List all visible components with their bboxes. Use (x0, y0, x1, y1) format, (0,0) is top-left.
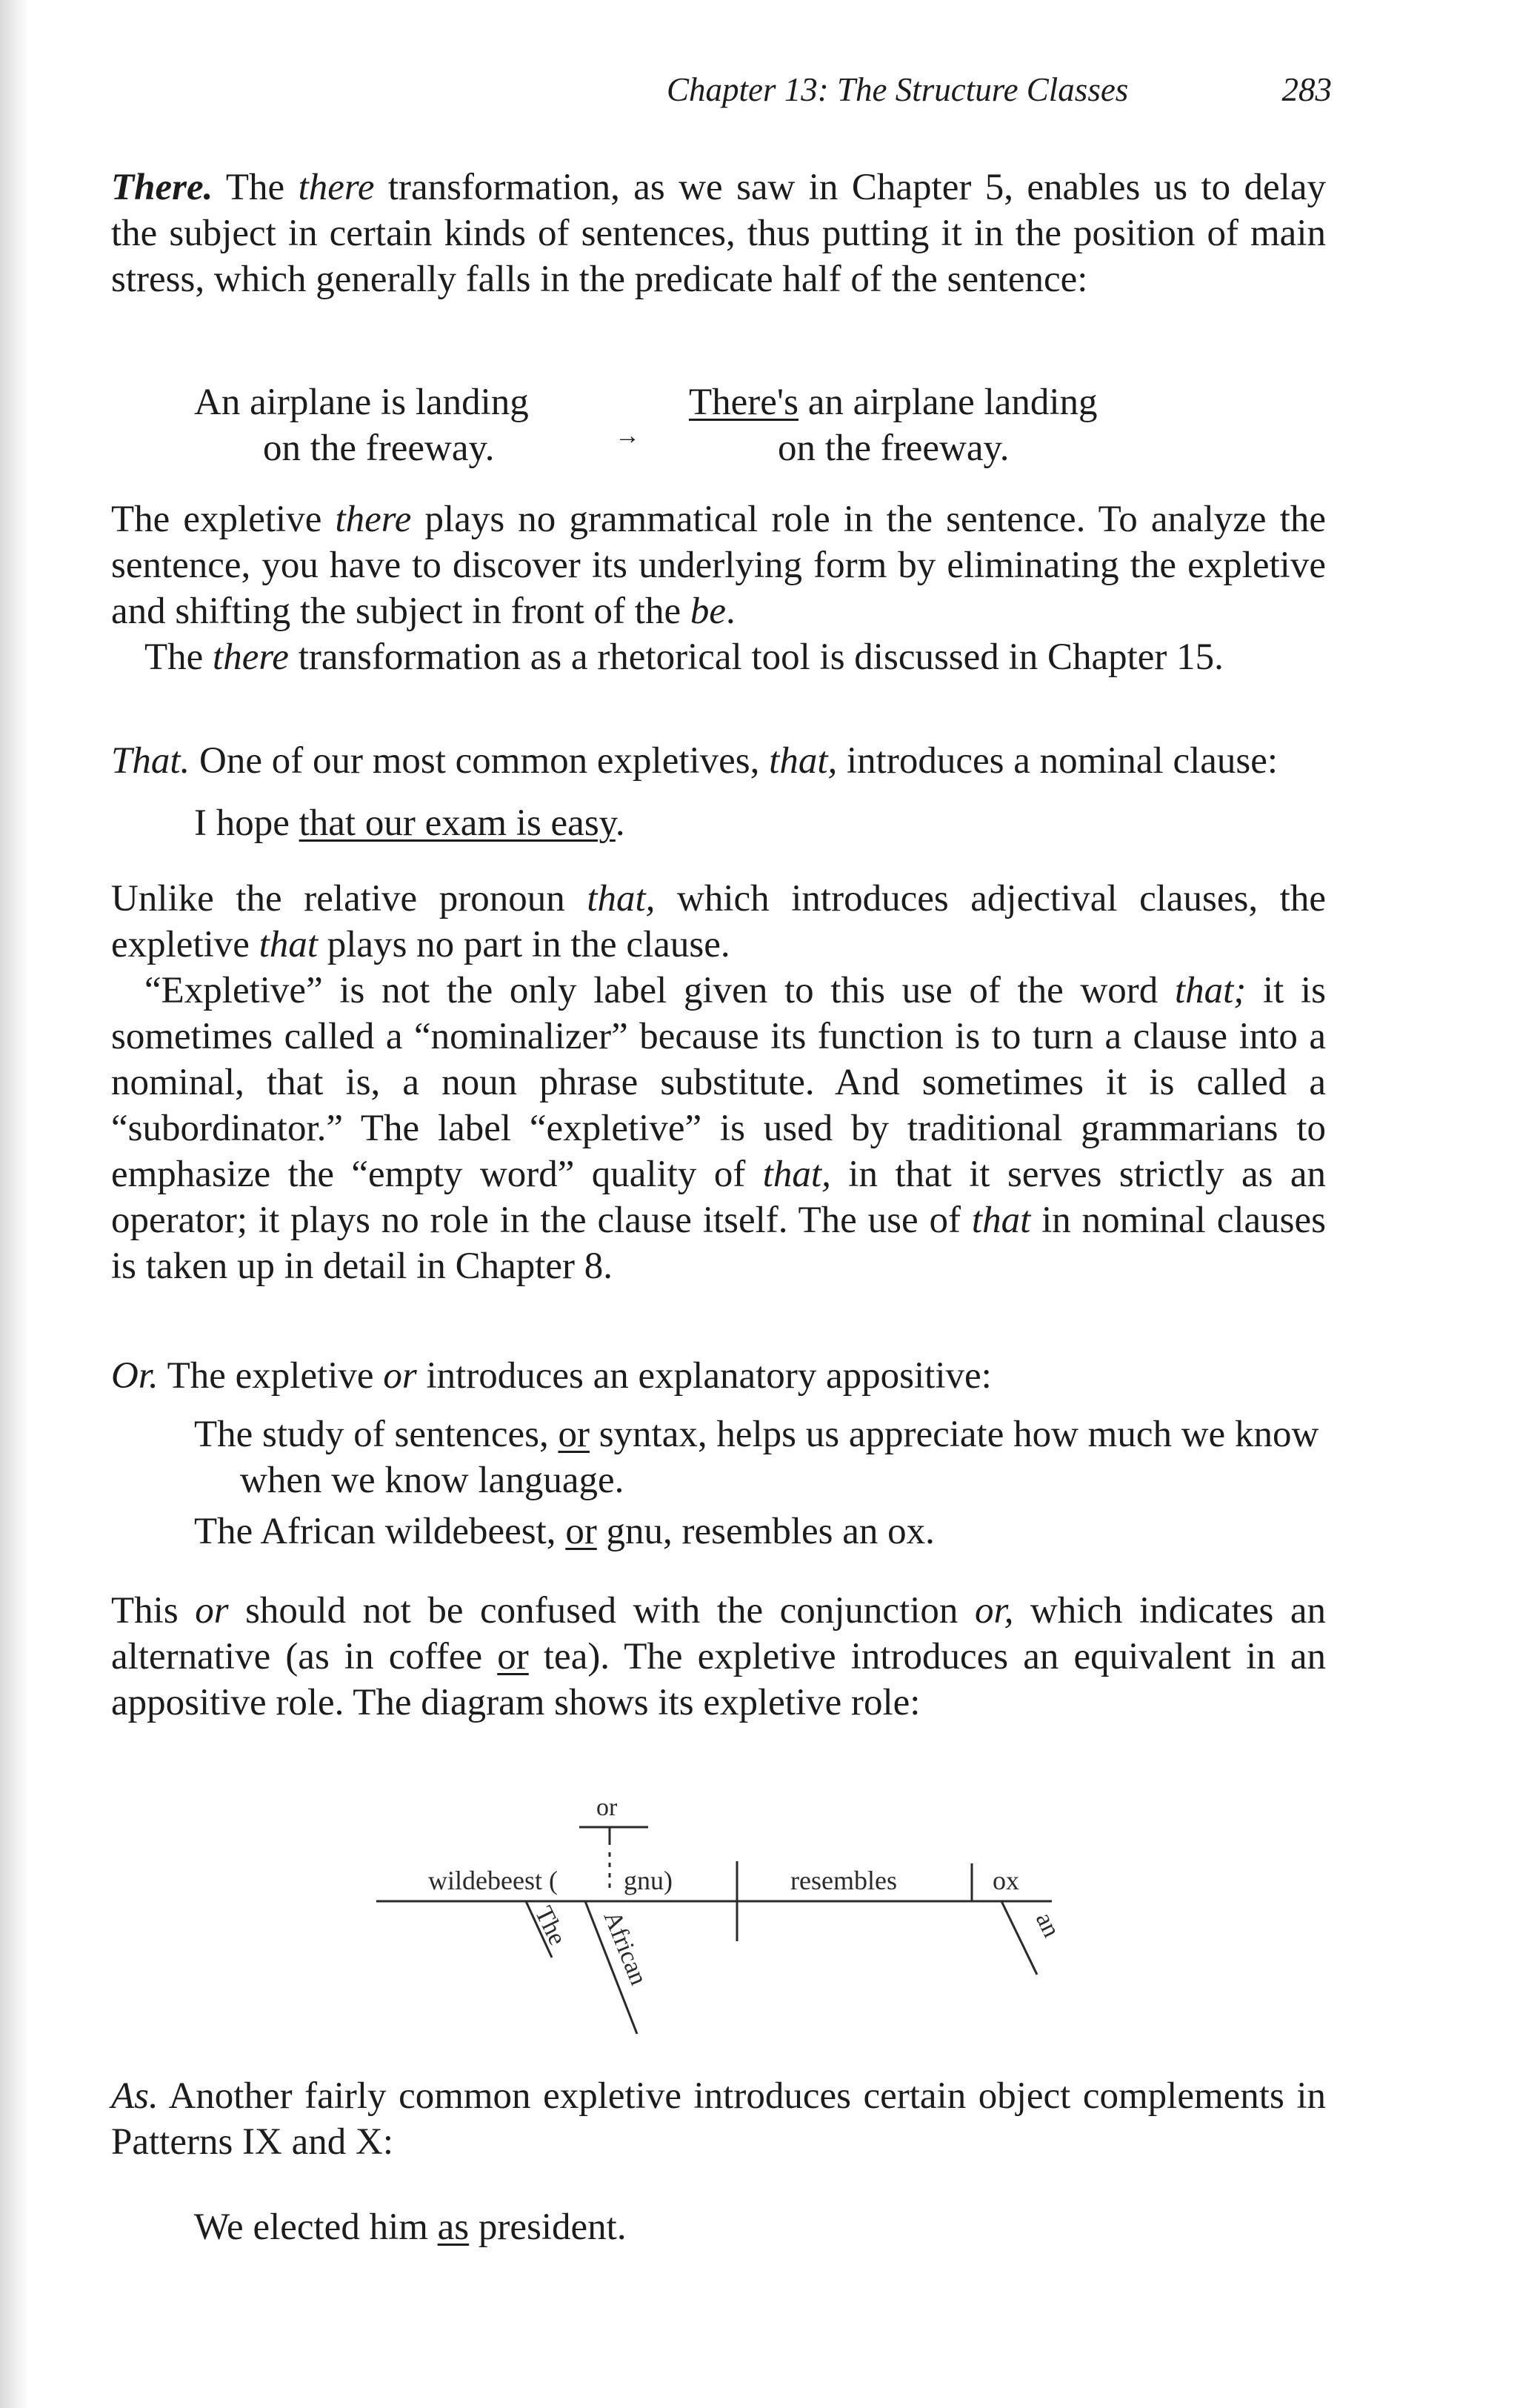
diagram-an-slant (1001, 1901, 1037, 1975)
or-paragraph-1: Or. The expletive or introduces an explanatory appositive: (111, 1355, 992, 1397)
there-example-left-1: An airplane is landing (194, 382, 529, 423)
diagram-or: or (596, 1794, 618, 1821)
or-example-1: The study of sentences, or syntax, helps us appreciate how much we know when we know language. (194, 1414, 1319, 1501)
diagram-mod-african: African (598, 1907, 653, 1989)
as-section (111, 2073, 1326, 2165)
there-paragraph-1: There. The there transformation, as we saw in Chapter 5, enables us to delay the subject in certain kinds of sentences, thus putting it in the position of main stress, which generally falls in the predicate half of the sentence: (111, 167, 1326, 300)
as-paragraph-1: As. Another fairly common expletive introduces certain object complements in Patterns IX and X: (111, 2075, 1326, 2163)
diagram-subject: wildebeest ( (428, 1866, 558, 1895)
there-paragraph-2: The expletive there plays no grammatical role in the sentence. To analyze the sentence, you have to discover its underlying form by eliminating the expletive and shifting the subject in front of the be. (111, 499, 1327, 632)
there-heading: There. (111, 167, 213, 208)
that-example: I hope that our exam is easy. (194, 802, 625, 844)
as-example: We elected him as president. (194, 2206, 627, 2248)
that-paragraph-2: Unlike the relative pronoun that, which introduces adjectival clauses, the expletive that plays no part in the clause. (111, 878, 1326, 965)
that-paragraph-1: That. One of our most common expletives, that, introduces a nominal clause: (111, 740, 1278, 782)
running-header: Chapter 13: The Structure Classes (667, 71, 1129, 108)
as-heading: As. (111, 2075, 159, 2117)
diagram-object: ox (993, 1866, 1019, 1895)
or-paragraph-2: This or should not be confused with the conjunction or, which indicates an alternative (as in coffee or tea). The expletive introduces an equivalent in an appositive role. The diagram shows its expletive role: (111, 1590, 1326, 1723)
diagram-appositive: gnu) (624, 1866, 673, 1895)
or-heading: Or. (111, 1355, 159, 1397)
that-paragraph-3: “Expletive” is not the only label given to this use of the word that; it is sometimes called a “nominalizer” because its function is to turn a clause into a nominal, that is, a noun phrase substitute. And sometimes it is called a “subordinator.” The label “expletive” is used by traditional grammarians to emphasize the “empty word” quality of that, in that it serves strictly as an operator; it plays no role in the clause itself. The use of that in nominal clauses is taken up in detail in Chapter 8. (111, 970, 1327, 1287)
diagram-mod-the: The (529, 1902, 572, 1950)
page-number: 283 (1281, 71, 1332, 108)
or-example-2: The African wildebeest, or gnu, resembles an ox. (194, 1511, 935, 1552)
diagram-verb: resembles (790, 1866, 897, 1895)
diagram-mod-an: an (1030, 1908, 1066, 1942)
there-example-left-2: on the freeway. (263, 428, 495, 469)
there-paragraph-3: The there transformation as a rhetorical tool is discussed in Chapter 15. (144, 636, 1224, 678)
transform-arrow-icon: → (615, 422, 640, 450)
there-example-right-2: on the freeway. (778, 428, 1010, 469)
there-example-right-1: There's an airplane landing (689, 382, 1098, 423)
that-heading: That. (111, 740, 190, 782)
